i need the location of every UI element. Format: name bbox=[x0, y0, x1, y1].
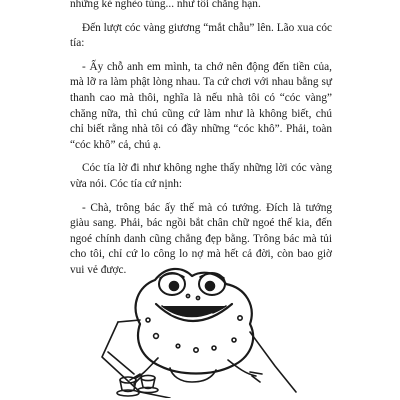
paragraph-4: Cóc tía lờ đi như không nghe thấy những lời cóc vàng vừa nói. Cóc tía cứ nịnh: bbox=[70, 162, 332, 190]
paragraph-5: - Chà, trông bác ấy thế mà có tướng. Đích là tướng giàu sang. Phải, bác ngồi bắt chân chữ ngoé thế kia, đến ngoé chính danh cũng chẳng đẹp bằng. Trông bác mà tủi cho tôi, chỉ cứ lo công lo nợ mà hết cả đời, còn bao giờ vui vẻ được. bbox=[70, 201, 332, 276]
teacups bbox=[117, 375, 158, 396]
paragraph-1: những kẻ nghèo túng... như tôi chẳng hạn. bbox=[70, 0, 261, 10]
table-drawing bbox=[102, 320, 296, 398]
toad-body bbox=[130, 269, 262, 384]
paragraph-3: - Ấy chỗ anh em mình, ta chớ nên động đến tiền của, mà lỡ ra làm phật lòng nhau. Ta cứ chơi với nhau bằng sự thanh cao mà thôi, nghĩa là nếu nhà tôi có “cóc vàng” chăng nữa, thì chú cũng cứ làm như là không biết, chú chỉ biết rằng nhà tôi có đầy những “cóc khô”. Phải, toàn “cóc khô” cả, chú ạ. bbox=[70, 60, 332, 151]
paragraph-2: Đến lượt cóc vàng giương “mắt chẫu” lên. Lão xua cóc tía: bbox=[70, 21, 332, 50]
story-text bbox=[70, 0, 332, 279]
toad-illustration bbox=[100, 262, 310, 398]
